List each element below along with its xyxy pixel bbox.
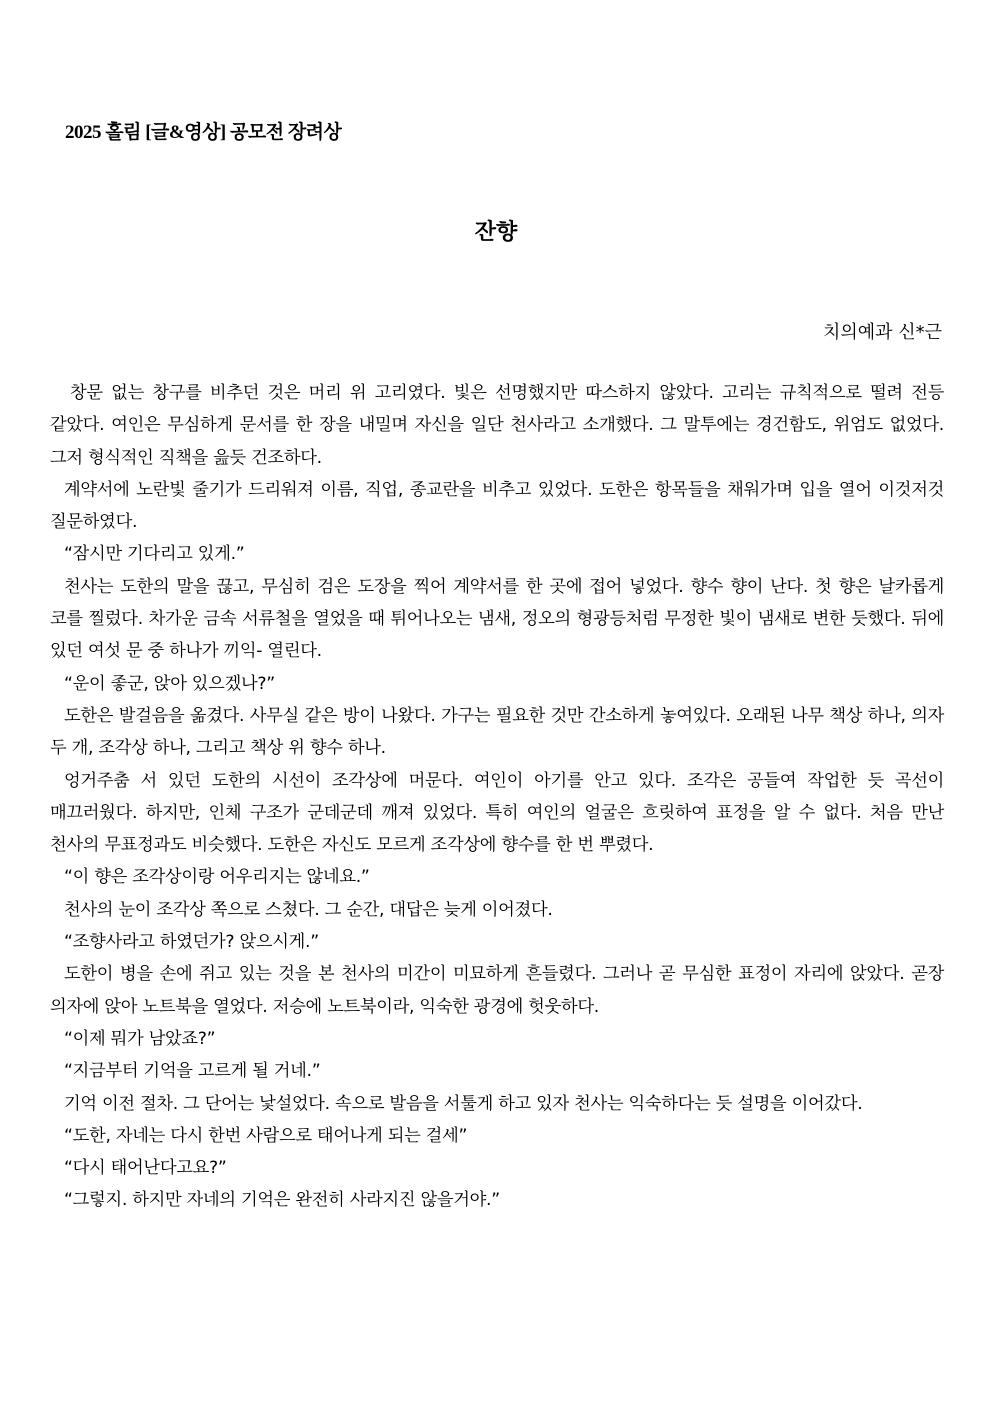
paragraph: 창문 없는 창구를 비추던 것은 머리 위 고리였다. 빛은 선명했지만 따스하지 않았다. 고리는 규칙적으로 떨려 전등 같았다. 여인은 무심하게 문서를 한 장을 내밀며 자신을 일단 천사라고 소개했다. 그 말투에는 경건함도, 위엄도 없었다. 그저 형식적인 직책을 읊듯 건조하다. bbox=[50, 383, 944, 468]
dialogue-line: “도한, 자네는 다시 한번 사람으로 태어나게 되는 걸세” bbox=[64, 1125, 468, 1146]
story-body bbox=[50, 377, 944, 1217]
dialogue-line: “다시 태어난다고요?” bbox=[64, 1158, 227, 1179]
dialogue-line: “조향사라고 하였던가? 앉으시게.” bbox=[64, 932, 319, 953]
paragraph: 천사는 도한의 말을 끊고, 무심히 검은 도장을 찍어 계약서를 한 곳에 접어 넣었다. 향수 향이 난다. 첫 향은 날카롭게 코를 찔렀다. 차가운 금속 서류철을 열었을 때 튀어나오는 냄새, 정오의 형광등처럼 무정한 빛이 냄새로 변한 듯했다. 뒤에 있던 여섯 문 중 하나가 끼익- 열린다. bbox=[50, 576, 944, 662]
dialogue-line: “그렇지. 하지만 자네의 기억은 완전히 사라지진 않을거야.” bbox=[64, 1190, 500, 1211]
contest-award-header: 2025 홀림 [글&영상] 공모전 장려상 bbox=[65, 122, 342, 143]
author-line: 치의예과 신*근 bbox=[822, 322, 942, 343]
dialogue-line: “운이 좋군, 앉아 있으겠나?” bbox=[64, 673, 275, 694]
paragraph: 도한은 발걸음을 옮겼다. 사무실 같은 방이 나왔다. 가구는 필요한 것만 간소하게 놓여있다. 오래된 나무 책상 하나, 의자 두 개, 조각상 하나, 그리고 책상 위 향수 하나. bbox=[50, 705, 944, 759]
dialogue-line: “지금부터 기억을 고르게 될 거네.” bbox=[64, 1061, 321, 1082]
paragraph: 계약서에 노란빛 줄기가 드리워져 이름, 직업, 종교란을 비추고 있었다. 도한은 항목들을 채워가며 입을 열어 이것저것 질문하였다. bbox=[50, 479, 944, 533]
paragraph: 도한이 병을 손에 쥐고 있는 것을 본 천사의 미간이 미묘하게 흔들렸다. 그러나 곧 무심한 표정이 자리에 앉았다. 곧장 의자에 앉아 노트북을 열었다. 저승에 노트북이라, 익숙한 광경에 헛웃하다. bbox=[50, 964, 944, 1017]
dialogue-line: “이 향은 조각상이랑 어우리지는 않네요.” bbox=[64, 867, 370, 888]
paragraph: 기억 이전 절차. 그 단어는 낯설었다. 속으로 발음을 서툴게 하고 있자 천사는 익숙하다는 듯 설명을 이어갔다. bbox=[64, 1093, 863, 1114]
dialogue-line: “이제 뭐가 남았죠?” bbox=[64, 1028, 216, 1049]
dialogue-line: “잠시만 기다리고 있게.” bbox=[64, 544, 245, 565]
paragraph: 천사의 눈이 조각상 쪽으로 스쳤다. 그 순간, 대답은 늦게 이어졌다. bbox=[64, 899, 553, 920]
paragraph: 엉거주춤 서 있던 도한의 시선이 조각상에 머문다. 여인이 아기를 안고 있다. 조각은 공들여 작업한 듯 곡선이 매끄러웠다. 하지만, 인체 구조가 군데군데 깨져 있었다. 특히 여인의 얼굴은 흐릿하여 표정을 알 수 없다. 처음 만난 천사의 무표정과도 비슷했다. 도한은 자신도 모르게 조각상에 향수를 한 번 뿌렸다. bbox=[50, 770, 944, 856]
story-title: 잔향 bbox=[474, 220, 518, 245]
